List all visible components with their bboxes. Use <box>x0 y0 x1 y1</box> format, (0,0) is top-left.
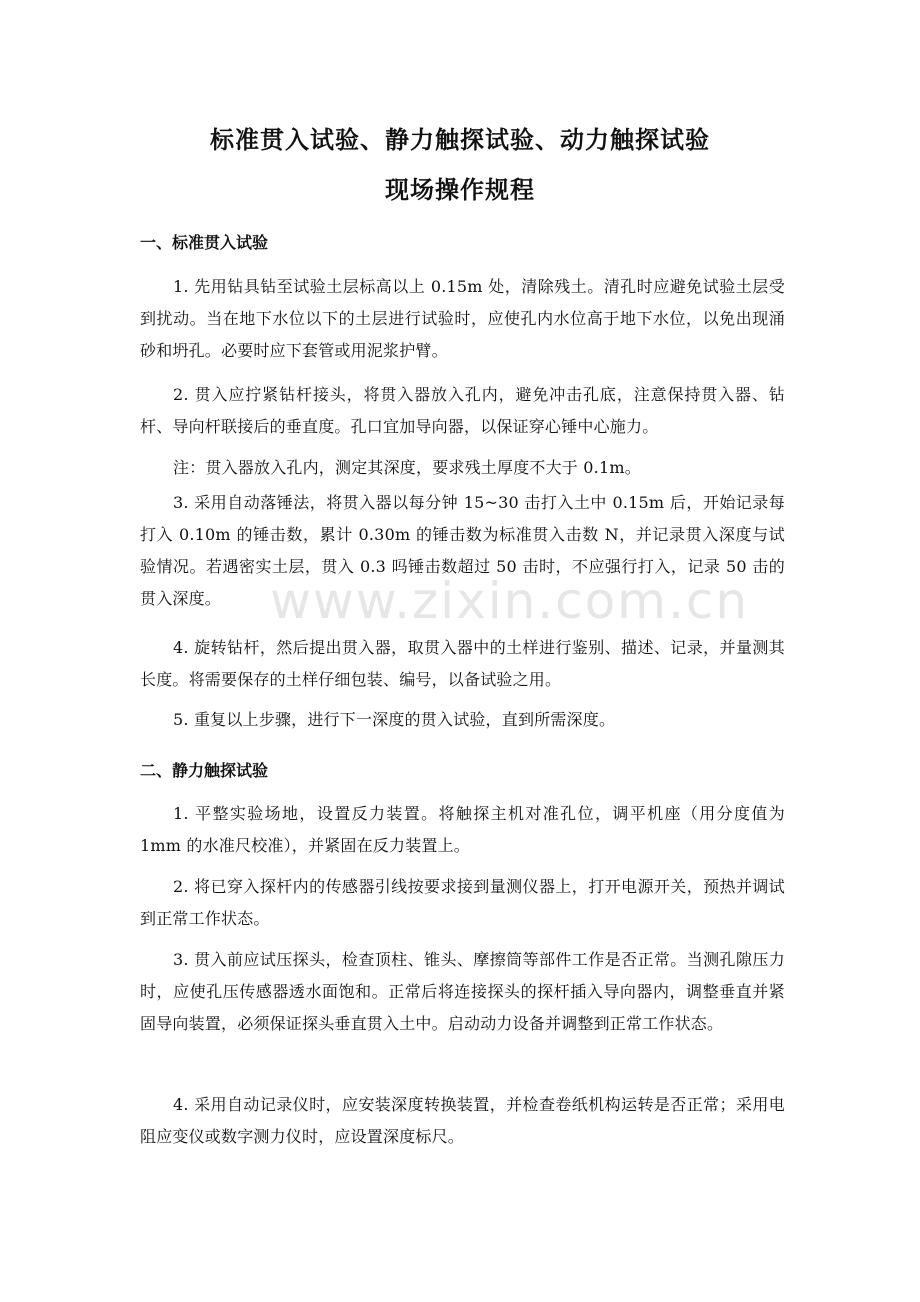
document-subtitle: 现场操作规程 <box>385 176 535 204</box>
section-heading-cpt: 二、静力触探试验 <box>140 761 269 780</box>
paragraph-spt-2: 2. 贯入应拧紧钻杆接头，将贯入器放入孔内，避免冲击孔底，注意保持贯入器、钻杆、导向杆联接后的垂直度。孔口宜加导向器，以保证穿心锤中心施力。 <box>140 385 785 436</box>
paragraph-cpt-2: 2. 将已穿入探杆内的传感器引线按要求接到量测仪器上，打开电源开关，预热并调试到正常工作状态。 <box>140 877 785 928</box>
paragraph-spt-note: 注：贯入器放入孔内，测定其深度，要求残土厚度不大于 0.1m。 <box>173 458 641 477</box>
paragraph-spt-1: 1. 先用钻具钻至试验土层标高以上 0.15m 处，清除残土。清孔时应避免试验土层受到扰动。当在地下水位以下的土层进行试验时，应使孔内水位高于地下水位，以免出现涌砂和坍孔。必要时应下套管或用泥浆护臂。 <box>140 277 785 360</box>
paragraph-cpt-1: 1. 平整实验场地，设置反力装置。将触探主机对准孔位，调平机座（用分度值为 1mm 的水准尺校准），并紧固在反力装置上。 <box>140 804 785 855</box>
paragraph-spt-3: 3. 采用自动落锤法，将贯入器以每分钟 15~30 击打入土中 0.15m 后，开始记录每打入 0.10m 的锤击数，累计 0.30m 的锤击数为标准贯入击数 N，并记录贯入深度与试验情况。若遇密实土层，贯入 0.3 吗锤击数超过 50 击时，不应强行打入，记录 50 击的贯入深度。 <box>140 493 785 608</box>
paragraph-cpt-4: 4. 采用自动记录仪时，应安装深度转换装置，并检查卷纸机构运转是否正常；采用电阻应变仪或数字测力仪时，应设置深度标尺。 <box>140 1095 785 1146</box>
section-heading-spt: 一、标准贯入试验 <box>140 233 269 252</box>
watermark: www.zixin.com.cn <box>270 572 750 630</box>
paragraph-spt-4: 4. 旋转钻杆，然后提出贯入器，取贯入器中的土样进行鉴别、描述、记录，并量测其长度。将需要保存的土样仔细包装、编号，以备试验之用。 <box>140 638 785 689</box>
paragraph-spt-5: 5. 重复以上步骤，进行下一深度的贯入试验，直到所需深度。 <box>173 710 616 729</box>
paragraph-cpt-3: 3. 贯入前应试压探头，检查顶柱、锥头、摩擦筒等部件工作是否正常。当测孔隙压力时，应使孔压传感器透水面饱和。正常后将连接探头的探杆插入导向器内，调整垂直并紧固导向装置，必须保证探头垂直贯入土中。启动动力设备并调整到正常工作状态。 <box>140 950 785 1033</box>
document-title: 标准贯入试验、静力触探试验、动力触探试验 <box>210 126 710 154</box>
